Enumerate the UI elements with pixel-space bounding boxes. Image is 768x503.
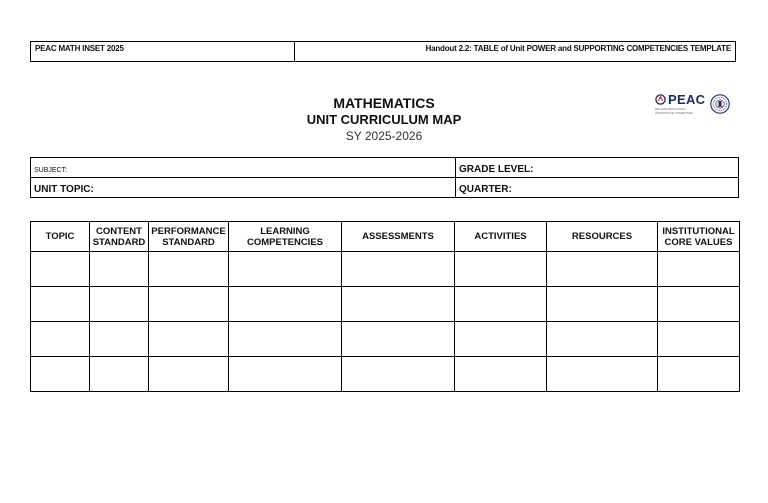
col-resources: RESOURCES	[547, 222, 658, 252]
table-cell[interactable]	[547, 252, 658, 287]
table-cell[interactable]	[658, 252, 740, 287]
table-cell[interactable]	[149, 357, 229, 392]
table-cell[interactable]	[658, 322, 740, 357]
document-title: UNIT CURRICULUM MAP	[306, 112, 462, 127]
table-row	[31, 357, 740, 392]
peac-wordmark: PEAC	[668, 92, 706, 107]
column-header-row	[31, 222, 740, 252]
col-topic: TOPIC	[31, 222, 90, 252]
table-cell[interactable]	[455, 287, 547, 322]
table-cell[interactable]	[547, 357, 658, 392]
table-cell[interactable]	[90, 287, 149, 322]
table-cell[interactable]	[658, 287, 740, 322]
col-activities: ACTIVITIES	[455, 222, 547, 252]
unit-topic-label: UNIT TOPIC:	[34, 183, 94, 195]
inset-label: PEAC MATH INSET 2025	[31, 42, 295, 61]
handout-label: Handout 2.2: TABLE of Unit POWER and SUPPORTING COMPETENCIES TEMPLATE	[425, 44, 731, 53]
table-cell[interactable]	[149, 252, 229, 287]
table-row	[31, 322, 740, 357]
table-cell[interactable]	[455, 252, 547, 287]
peac-emblem-icon	[655, 94, 666, 105]
school-year: SY 2025-2026	[345, 129, 423, 143]
peac-logo	[655, 92, 705, 115]
logo-group	[655, 92, 730, 115]
col-assessments: ASSESSMENTS	[342, 222, 455, 252]
title-block	[234, 95, 534, 144]
table-cell[interactable]	[455, 357, 547, 392]
col-performance-standard: PERFORMANCE STANDARD	[149, 222, 229, 252]
table-cell[interactable]	[149, 287, 229, 322]
table-cell[interactable]	[90, 322, 149, 357]
table-cell[interactable]	[658, 357, 740, 392]
col-content-standard: CONTENT STANDARD	[90, 222, 149, 252]
subject-label: SUBJECT:	[34, 166, 68, 174]
table-cell[interactable]	[455, 322, 547, 357]
peac-subtitle: PRIVATE EDUCATION ASSISTANCE COMMITTEE	[655, 107, 693, 115]
col-core-values: INSTITUTIONAL CORE VALUES	[658, 222, 740, 252]
table-cell[interactable]	[547, 287, 658, 322]
col-learning-competencies: LEARNING COMPETENCIES	[229, 222, 342, 252]
subject-cell[interactable]	[31, 158, 456, 178]
handout-header	[30, 41, 736, 62]
subject-title: MATHEMATICS	[333, 95, 435, 111]
table-row	[31, 252, 740, 287]
curriculum-map-table	[30, 221, 740, 392]
table-cell[interactable]	[149, 322, 229, 357]
table-cell[interactable]	[342, 322, 455, 357]
table-cell[interactable]	[342, 287, 455, 322]
table-cell[interactable]	[31, 252, 90, 287]
quarter-label: QUARTER:	[459, 183, 512, 195]
deped-seal-icon	[710, 94, 730, 114]
table-cell[interactable]	[31, 357, 90, 392]
grade-level-cell[interactable]	[456, 158, 739, 178]
table-cell[interactable]	[342, 252, 455, 287]
unit-info-table	[30, 157, 739, 198]
table-cell[interactable]	[229, 357, 342, 392]
table-cell[interactable]	[229, 322, 342, 357]
quarter-cell[interactable]	[456, 178, 739, 198]
grade-level-label: GRADE LEVEL:	[459, 163, 534, 175]
table-cell[interactable]	[547, 322, 658, 357]
table-cell[interactable]	[31, 287, 90, 322]
table-row	[31, 287, 740, 322]
table-cell[interactable]	[90, 252, 149, 287]
unit-topic-cell[interactable]	[31, 178, 456, 198]
table-cell[interactable]	[229, 252, 342, 287]
table-cell[interactable]	[31, 322, 90, 357]
table-cell[interactable]	[229, 287, 342, 322]
table-cell[interactable]	[342, 357, 455, 392]
table-cell[interactable]	[90, 357, 149, 392]
